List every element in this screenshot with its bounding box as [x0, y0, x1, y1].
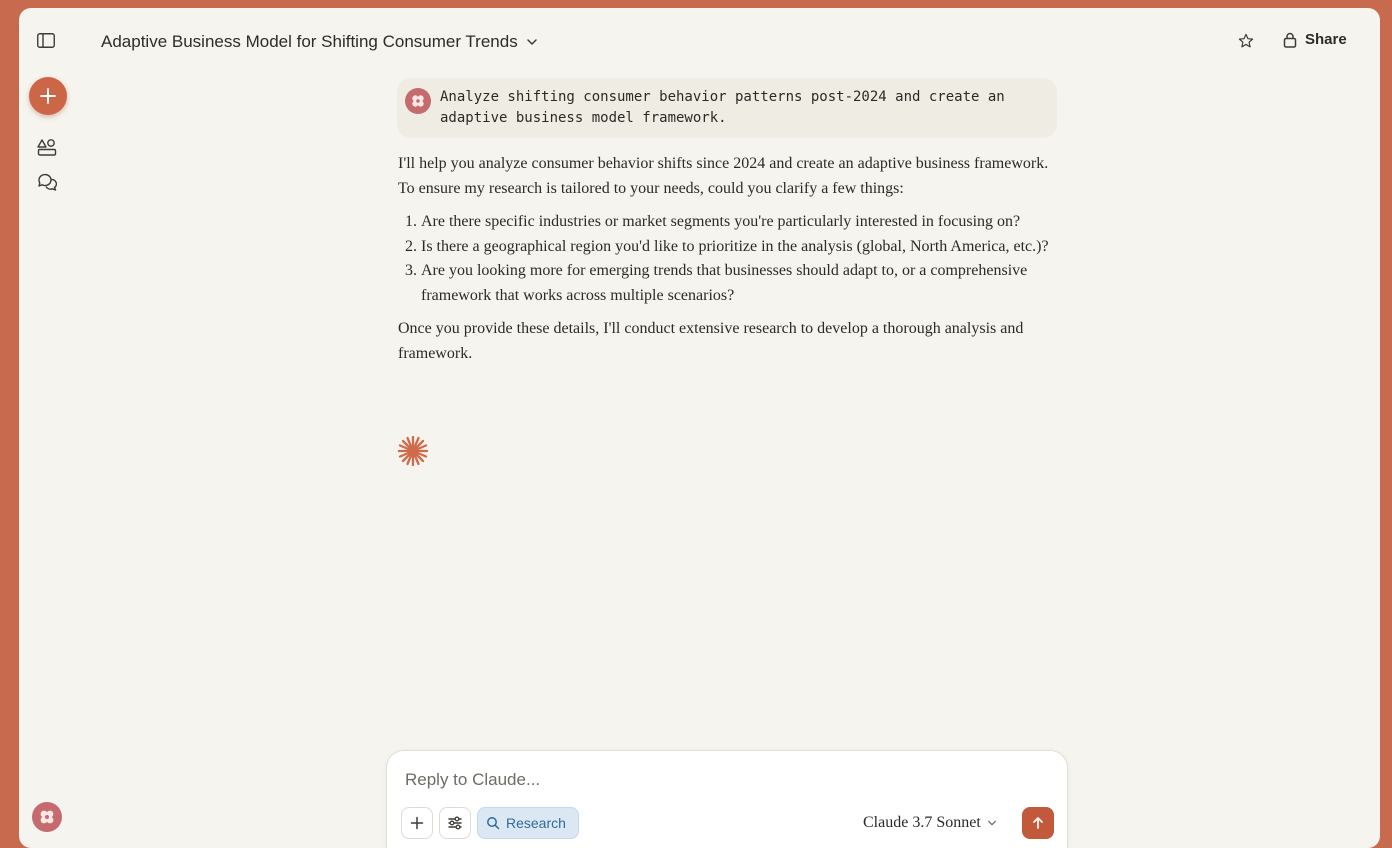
- share-button[interactable]: [1283, 31, 1347, 48]
- sidebar-toggle-icon[interactable]: [37, 33, 55, 48]
- user-message: [397, 78, 1057, 138]
- model-label: Claude 3.7 Sonnet: [863, 814, 981, 831]
- chevron-down-icon: [526, 36, 538, 48]
- list-item: 1. Are there specific industries or market segments you're particularly interested in focusing on?: [421, 210, 1058, 235]
- lock-icon: [1283, 32, 1297, 48]
- new-chat-button[interactable]: [29, 77, 67, 115]
- claude-spark-icon: [397, 435, 429, 467]
- top-bar: [19, 8, 1380, 76]
- sliders-icon: [447, 815, 463, 831]
- app-window: [19, 8, 1380, 848]
- model-selector[interactable]: [863, 814, 997, 832]
- research-label: Research: [506, 815, 566, 831]
- research-toggle[interactable]: [477, 807, 579, 839]
- question-list: [398, 210, 1058, 308]
- avatar: [405, 88, 431, 114]
- attach-button[interactable]: [401, 807, 433, 839]
- share-label: Share: [1305, 31, 1347, 48]
- list-item: 2. Is there a geographical region you'd like to prioritize in the analysis (global, North America, etc.)?: [421, 235, 1058, 260]
- assistant-message: [398, 152, 1058, 366]
- chevron-down-icon: [987, 818, 997, 828]
- settings-button[interactable]: [439, 807, 471, 839]
- star-icon[interactable]: [1237, 32, 1255, 50]
- chat-title-dropdown[interactable]: [101, 32, 538, 52]
- chat-bubbles-icon[interactable]: [37, 172, 57, 192]
- avatar-flower-icon: [410, 93, 426, 109]
- plus-icon: [39, 87, 57, 105]
- user-message-text: Analyze shifting consumer behavior patterns post-2024 and create an adaptive business model framework.: [440, 89, 1005, 126]
- projects-icon[interactable]: [37, 137, 57, 157]
- composer: [386, 750, 1068, 848]
- assistant-intro: I'll help you analyze consumer behavior shifts since 2024 and create an adaptive business framework. To ensure my research is tailored to your needs, could you clarify a few things:: [398, 155, 1049, 197]
- chat-title: Adaptive Business Model for Shifting Consumer Trends: [101, 32, 518, 51]
- send-button[interactable]: [1022, 807, 1054, 839]
- reply-input[interactable]: [403, 769, 1047, 791]
- list-item: 3. Are you looking more for emerging trends that businesses should adapt to, or a comprehensive framework that works across multiple scenarios?: [421, 259, 1058, 308]
- assistant-outro: Once you provide these details, I'll conduct extensive research to develop a thorough analysis and framework.: [398, 320, 1024, 362]
- avatar-flower-icon: [38, 808, 56, 826]
